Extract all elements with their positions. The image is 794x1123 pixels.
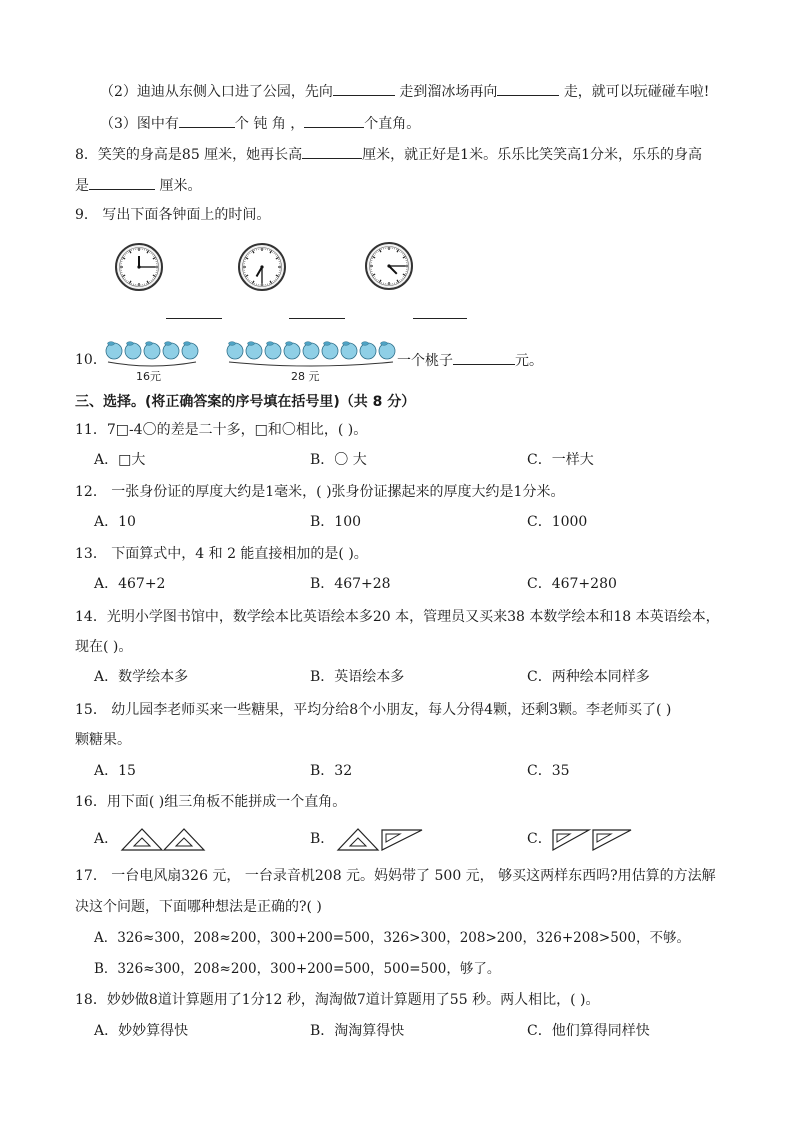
answer-blank[interactable] bbox=[304, 113, 364, 128]
question-16-prompt: 16．用下面( )组三角板不能拼成一个直角。 bbox=[75, 794, 347, 810]
peach-leaf bbox=[184, 342, 191, 346]
question-12-prompt: 12． 一张身份证的厚度大约是1毫米，( )张身份证摞起来的厚度大约是1分米。 bbox=[75, 484, 565, 500]
question-14-prompt-line-2: 现在( )。 bbox=[75, 639, 133, 655]
peach-icon bbox=[303, 343, 319, 359]
clock-2 bbox=[237, 242, 287, 292]
q13-option-b[interactable]: B．467+28 bbox=[310, 576, 391, 592]
peach-leaf bbox=[362, 342, 369, 346]
clock-center bbox=[260, 265, 263, 268]
peach-icon bbox=[144, 343, 160, 359]
answer-blank[interactable] bbox=[453, 350, 515, 365]
peach-leaf bbox=[165, 342, 172, 346]
clock-1-answer-line[interactable] bbox=[166, 318, 222, 319]
triangle-ruler-icon bbox=[382, 830, 422, 850]
peach-icon bbox=[284, 343, 300, 359]
peach-icon bbox=[379, 343, 395, 359]
q16-option-b-triangles bbox=[336, 826, 426, 852]
q16-option-c-triangles bbox=[551, 826, 635, 852]
q12-option-b[interactable]: B．100 bbox=[310, 514, 362, 530]
peach-leaf bbox=[381, 342, 388, 346]
question-14-prompt-line-1: 14．光明小学图书馆中，数学绘本比英语绘本多20 本，管理员又买来38 本数学绘本和18 本英语绘本， bbox=[75, 609, 720, 625]
q17-option-a[interactable]: A．326≈300，208≈200，300+200=500，326>300，208>200，326+208>500，不够。 bbox=[94, 930, 690, 946]
answer-blank[interactable] bbox=[89, 175, 155, 190]
q14-option-c[interactable]: C．两种绘本同样多 bbox=[527, 669, 650, 685]
q15-option-c[interactable]: C．35 bbox=[527, 763, 570, 779]
section-3-heading: 三、选择。(将正确答案的序号填在括号里)（共 8 分） bbox=[75, 394, 416, 410]
q13-option-c[interactable]: C．467+280 bbox=[527, 576, 617, 592]
q3-text-pre: （3）图中有 bbox=[100, 116, 179, 132]
clock-2-answer-line[interactable] bbox=[289, 318, 345, 319]
peach-leaf bbox=[229, 342, 236, 346]
peach-leaf bbox=[108, 342, 115, 346]
peach-leaf bbox=[324, 342, 331, 346]
peach-icon bbox=[322, 343, 338, 359]
q3-text-post: 个直角。 bbox=[364, 116, 421, 132]
triangle-ruler-cutout bbox=[176, 838, 192, 846]
q13-option-a[interactable]: A．467+2 bbox=[94, 576, 166, 592]
question-8-line-2 bbox=[75, 175, 201, 196]
peach-leaf bbox=[127, 342, 134, 346]
q14-option-b[interactable]: B．英语绘本多 bbox=[310, 669, 405, 685]
q16-option-b-label: B． bbox=[310, 831, 335, 847]
answer-blank[interactable] bbox=[179, 113, 235, 128]
q18-option-a[interactable]: A．妙妙算得快 bbox=[94, 1023, 189, 1039]
q3-text-mid: 个 钝 角 ， bbox=[234, 116, 305, 132]
peach-leaf bbox=[146, 342, 153, 346]
question-18-prompt: 18．妙妙做8道计算题用了1分12 秒，淘淘做7道计算题用了55 秒。两人相比，( )。 bbox=[75, 992, 600, 1008]
peach-group-2-price: 28 元 bbox=[291, 370, 320, 382]
q2-text-pre: （2）迪迪从东侧入口进了公园，先向 bbox=[100, 84, 333, 100]
peach-icon bbox=[227, 343, 243, 359]
clock-center bbox=[387, 264, 390, 267]
q18-option-c[interactable]: C．他们算得同样快 bbox=[527, 1023, 650, 1039]
q12-option-a[interactable]: A．10 bbox=[94, 514, 136, 530]
peach-leaf bbox=[343, 342, 350, 346]
q17-option-b[interactable]: B．326≈300，208≈200，300+200=500，500=500，够了。 bbox=[94, 961, 501, 977]
question-9-prompt: 9． 写出下面各钟面上的时间。 bbox=[75, 207, 271, 223]
clock-1 bbox=[114, 242, 164, 292]
peach-leaf bbox=[267, 342, 274, 346]
question-8-line-1 bbox=[75, 144, 702, 165]
q2-text-mid: 走到溜冰场再向 bbox=[399, 84, 498, 100]
q16-option-b[interactable] bbox=[310, 829, 334, 849]
question-11-prompt: 11．7□-4〇的差是二十多，□和〇相比，( )。 bbox=[75, 422, 368, 438]
q16-option-c[interactable] bbox=[527, 829, 552, 849]
peach-icon bbox=[341, 343, 357, 359]
brace bbox=[229, 362, 393, 366]
clock-center bbox=[137, 265, 140, 268]
q12-option-c[interactable]: C．1000 bbox=[527, 514, 588, 530]
q11-option-c[interactable]: C．一样大 bbox=[527, 452, 594, 468]
answer-blank[interactable] bbox=[302, 144, 362, 159]
q18-option-b[interactable]: B．淘淘算得快 bbox=[310, 1023, 405, 1039]
peach-leaf bbox=[286, 342, 293, 346]
peach-group-2 bbox=[225, 340, 397, 382]
clock-3 bbox=[364, 241, 414, 291]
q8-text-a: 8．笑笑的身高是85 厘米，她再长高 bbox=[75, 147, 303, 163]
q10-text-b: 元。 bbox=[515, 353, 543, 369]
triangle-ruler-icon bbox=[164, 829, 204, 850]
q15-option-a[interactable]: A．15 bbox=[94, 763, 136, 779]
q14-option-a[interactable]: A．数学绘本多 bbox=[94, 669, 189, 685]
q11-option-b[interactable]: B．〇 大 bbox=[310, 452, 367, 468]
answer-blank[interactable] bbox=[333, 81, 395, 96]
peach-leaf bbox=[305, 342, 312, 346]
peach-group-1-price: 16元 bbox=[136, 370, 161, 382]
triangle-ruler-cutout bbox=[386, 834, 400, 842]
triangle-ruler-cutout bbox=[350, 838, 366, 846]
peach-icon bbox=[163, 343, 179, 359]
triangle-ruler-icon bbox=[593, 830, 631, 850]
triangle-ruler-cutout bbox=[557, 834, 570, 842]
question-3-line bbox=[100, 113, 420, 134]
q16-option-a-label: A． bbox=[94, 831, 119, 847]
q2-text-post: 走，就可以玩碰碰车啦! bbox=[563, 84, 710, 100]
question-10-tail bbox=[397, 350, 543, 371]
q8-text-c: 是 bbox=[75, 178, 89, 194]
peach-icon bbox=[106, 343, 122, 359]
q15-option-b[interactable]: B．32 bbox=[310, 763, 353, 779]
question-13-prompt: 13． 下面算式中，4 和 2 能直接相加的是( )。 bbox=[75, 546, 368, 562]
question-15-prompt-line-1: 15． 幼儿园李老师买来一些糖果，平均分给8个小朋友，每人分得4颗，还剩3颗。李老师买了( ) bbox=[75, 702, 672, 718]
peach-icon bbox=[246, 343, 262, 359]
brace bbox=[108, 362, 196, 366]
peach-icon bbox=[265, 343, 281, 359]
answer-blank[interactable] bbox=[497, 81, 559, 96]
q11-option-a[interactable]: A．□大 bbox=[94, 452, 146, 468]
peach-icon bbox=[360, 343, 376, 359]
question-15-prompt-line-2: 颗糖果。 bbox=[75, 732, 131, 748]
question-17-prompt-line-2: 决这个问题，下面哪种想法是正确的?( ) bbox=[75, 899, 322, 915]
q8-text-d: 厘米。 bbox=[159, 178, 202, 194]
triangle-ruler-icon bbox=[553, 830, 589, 850]
triangle-ruler-icon bbox=[122, 829, 162, 850]
peach-row bbox=[227, 342, 395, 359]
triangle-ruler-cutout bbox=[134, 838, 150, 846]
question-2-line bbox=[100, 81, 709, 102]
q8-text-b: 厘米，就正好是1米。乐乐比笑笑高1分米，乐乐的身高 bbox=[362, 147, 702, 163]
peach-group-1 bbox=[104, 340, 200, 382]
peach-row bbox=[106, 342, 198, 359]
peach-icon bbox=[125, 343, 141, 359]
question-17-prompt-line-1: 17． 一台电风扇326 元， 一台录音机208 元。妈妈带了 500 元， 够买这两样东西吗?用估算的方法解 bbox=[75, 868, 716, 884]
q10-text-a: 一个桃子 bbox=[397, 353, 453, 369]
peach-icon bbox=[182, 343, 198, 359]
q16-option-c-label: C． bbox=[527, 831, 552, 847]
q16-option-a[interactable] bbox=[94, 829, 118, 849]
clock-3-answer-line[interactable] bbox=[413, 318, 467, 319]
triangle-ruler-icon bbox=[338, 829, 378, 850]
q16-option-a-triangles bbox=[120, 826, 206, 852]
peach-leaf bbox=[248, 342, 255, 346]
question-10-number: 10． bbox=[75, 352, 107, 368]
triangle-ruler-cutout bbox=[597, 834, 611, 842]
